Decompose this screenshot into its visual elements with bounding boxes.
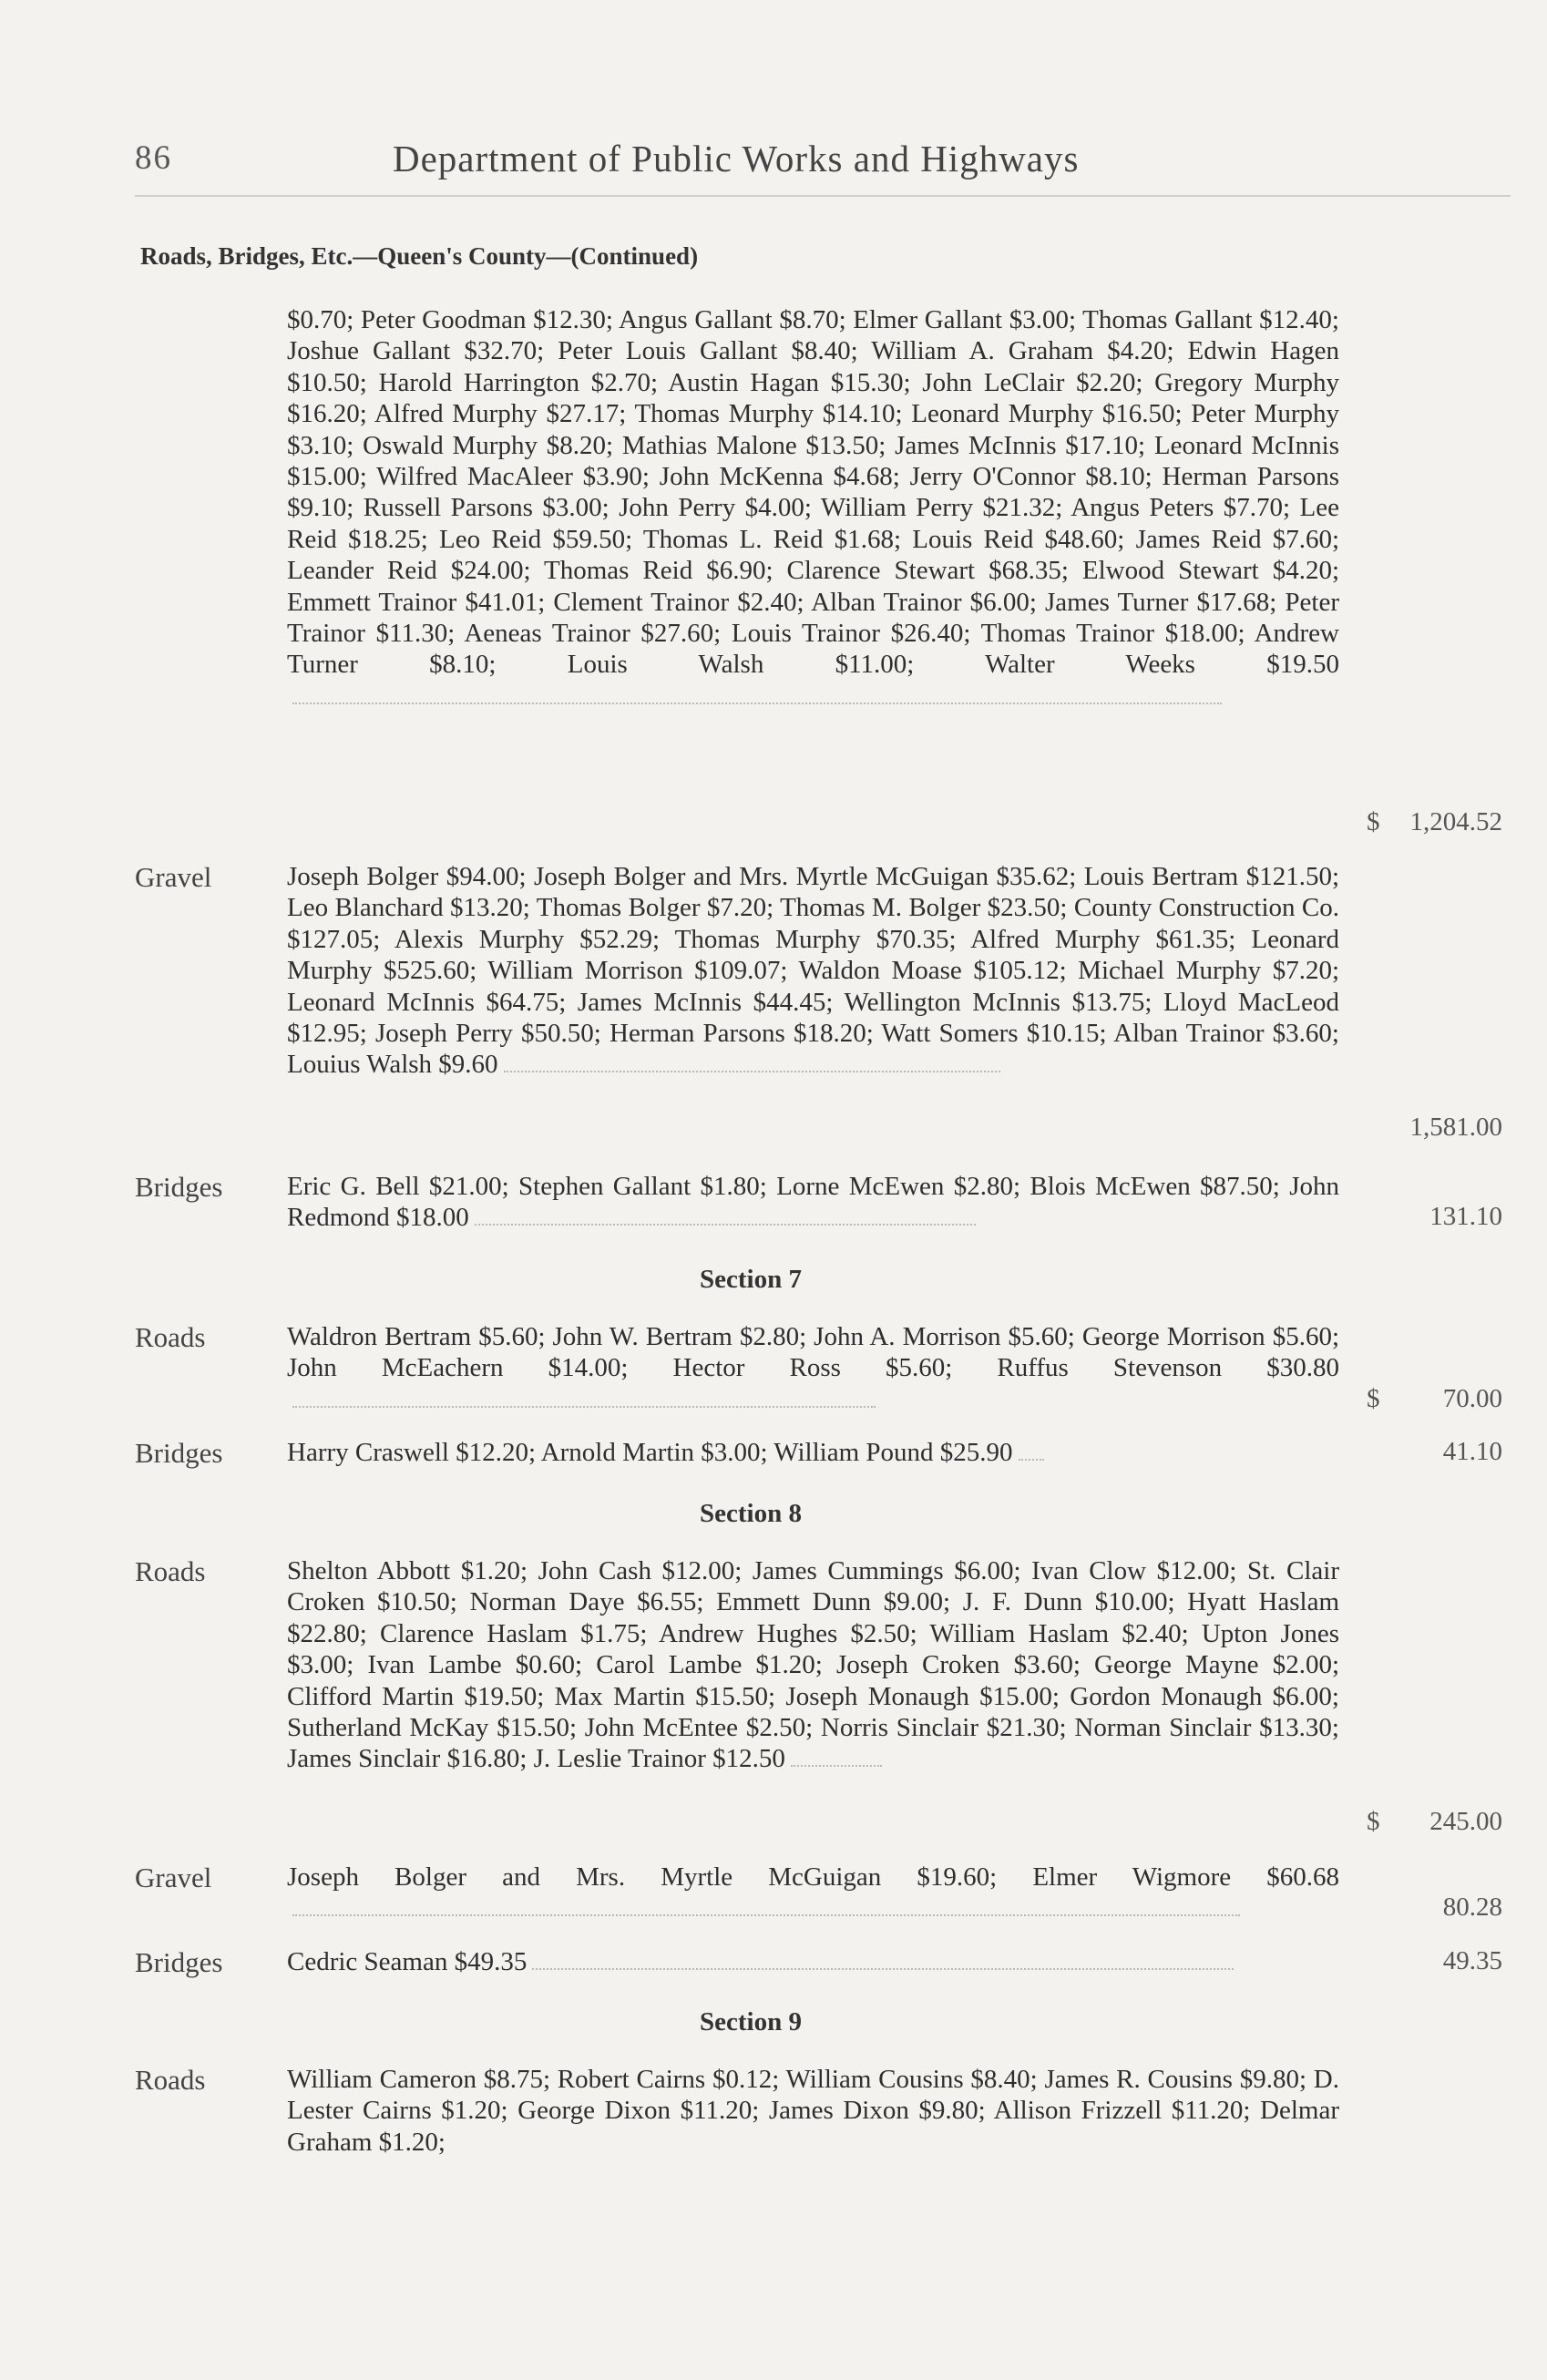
dot-leader — [292, 1406, 876, 1408]
entry-category: Gravel — [135, 1862, 212, 1893]
entry-amount: 1,581.00 — [1409, 1113, 1502, 1142]
entry-category: Bridges — [135, 1171, 223, 1203]
entry-category: Bridges — [135, 1437, 223, 1469]
entry-category: Gravel — [135, 861, 212, 893]
page-title: Department of Public Works and Highways — [393, 138, 1080, 180]
entry-amount: 1,204.52 — [1409, 807, 1502, 836]
dollar-sign: $ — [1367, 1807, 1380, 1836]
entry-category: Roads — [135, 2064, 206, 2096]
dot-leader — [292, 1914, 1240, 1916]
dot-leader — [532, 1968, 1234, 1970]
entry-amount: 70.00 — [1442, 1384, 1502, 1413]
header-divider — [135, 195, 1511, 197]
entry-amount: 80.28 — [1442, 1893, 1502, 1922]
dot-leader — [475, 1224, 976, 1226]
section-heading: Section 8 — [700, 1499, 802, 1528]
dot-leader — [1019, 1459, 1044, 1461]
section-heading: Section 9 — [700, 2007, 802, 2036]
entry-text: Waldron Bertram $5.60; John W. Bertram $2.80; John A. Morrison $5.60; George Morrison $5.60; John McEachern $14.00; Hector Ross $5.60; Ruffus Stevenson $30.80 — [287, 1321, 1339, 1415]
continued-heading: Roads, Bridges, Etc.—Queen's County—(Continued) — [140, 242, 699, 270]
entry-text: Harry Craswell $12.20; Arnold Martin $3.00; William Pound $25.90 — [287, 1437, 1339, 1468]
entry-text: Cedric Seaman $49.35 — [287, 1946, 1339, 1977]
entry-text: $0.70; Peter Goodman $12.30; Angus Gallant $8.70; Elmer Gallant $3.00; Thomas Gallant $12.40; Joshue Gallant $32.70; Peter Louis Gallant $8.40; William A. Graham $4.20; Edwin Hagen $10.50; Harold Harrington $2.70; Austin Hagan $15.30; John LeClair $2.20; Gregory Murphy $16.20; Alfred Murphy $27.17; Thomas Murphy $14.10; Leonard Murphy $16.50; Peter Murphy $3.10; Oswald Murphy $8.20; Mathias Malone $13.50; James McInnis $17.10; Leonard McInnis $15.00; Wilfred MacAleer $3.90; John McKenna $4.68; Jerry O'Connor $8.10; Herman Parsons $9.10; Russell Parsons $3.00; John Perry $4.00; William Perry $21.32; Angus Peters $7.70; Lee Reid $18.25; Leo Reid $59.50; Thomas L. Reid $1.68; Louis Reid $48.60; James Reid $7.60; Leander Reid $24.00; Thomas Reid $6.90; Clarence Stewart $68.35; Elwood Stewart $4.20; Emmett Trainor $41.01; Clement Trainor $2.40; Alban Trainor $6.00; James Turner $17.68; Peter Trainor $11.30; Aeneas Trainor $27.60; Louis Trainor $26.40; Thomas Trainor $18.00; Andrew Turner $8.10; Louis Walsh $11.00; Walter Weeks $19.50 — [287, 304, 1339, 712]
dot-leader — [791, 1765, 882, 1767]
page-header — [135, 137, 1511, 191]
dot-leader — [292, 703, 1222, 704]
entry-amount: 41.10 — [1442, 1437, 1502, 1466]
dot-leader — [504, 1071, 1000, 1072]
entry-text: William Cameron $8.75; Robert Cairns $0.12; William Cousins $8.40; James R. Cousins $9.80; D. Lester Cairns $1.20; George Dixon $11.20; James Dixon $9.80; Allison Frizzell $11.20; Delmar Graham $1.20; — [287, 2065, 1339, 2157]
entry-text: Joseph Bolger and Mrs. Myrtle McGuigan $19.60; Elmer Wigmore $60.68 — [287, 1862, 1339, 1924]
page-number: 86 — [135, 139, 172, 177]
entry-amount: 49.35 — [1442, 1946, 1502, 1975]
section-heading: Section 7 — [700, 1265, 802, 1294]
entry-text: Joseph Bolger $94.00; Joseph Bolger and Mrs. Myrtle McGuigan $35.62; Louis Bertram $121.50; Leo Blanchard $13.20; Thomas Bolger $7.20; Thomas M. Bolger $23.50; County Construction Co. $127.05; Alexis Murphy $52.29; Thomas Murphy $70.35; Alfred Murphy $61.35; Leonard Murphy $525.60; William Morrison $109.07; Waldon Moase $105.12; Michael Murphy $7.20; Leonard McInnis $64.75; James McInnis $44.45; Wellington McInnis $13.75; Lloyd MacLeod $12.95; Joseph Perry $50.50; Herman Parsons $18.20; Watt Somers $10.15; Alban Trainor $3.60; Louius Walsh $9.60 — [287, 862, 1339, 1080]
dollar-sign: $ — [1367, 807, 1380, 836]
entry-category: Roads — [135, 1555, 206, 1587]
entry-category: Bridges — [135, 1946, 223, 1978]
dollar-sign: $ — [1367, 1384, 1380, 1413]
entry-amount: 131.10 — [1429, 1202, 1502, 1231]
entry-text: Shelton Abbott $1.20; John Cash $12.00; James Cummings $6.00; Ivan Clow $12.00; St. Clair Croken $10.50; Norman Daye $6.55; Emmett Dunn $9.00; J. F. Dunn $10.00; Hyatt Haslam $22.80; Clarence Haslam $1.75; Andrew Hughes $2.50; William Haslam $2.40; Upton Jones $3.00; Ivan Lambe $0.60; Carol Lambe $1.20; Joseph Croken $3.60; George Mayne $2.00; Clifford Martin $19.50; Max Martin $15.50; Joseph Monaugh $15.00; Gordon Monaugh $6.00; Sutherland McKay $15.50; John McEntee $2.50; Norris Sinclair $21.30; Norman Sinclair $13.30; James Sinclair $16.80; J. Leslie Trainor $12.50 — [287, 1556, 1339, 1774]
entry-amount: 245.00 — [1429, 1807, 1502, 1836]
entry-category: Roads — [135, 1321, 206, 1353]
entry-text: Eric G. Bell $21.00; Stephen Gallant $1.80; Lorne McEwen $2.80; Blois McEwen $87.50; John Redmond $18.00 — [287, 1172, 1339, 1233]
